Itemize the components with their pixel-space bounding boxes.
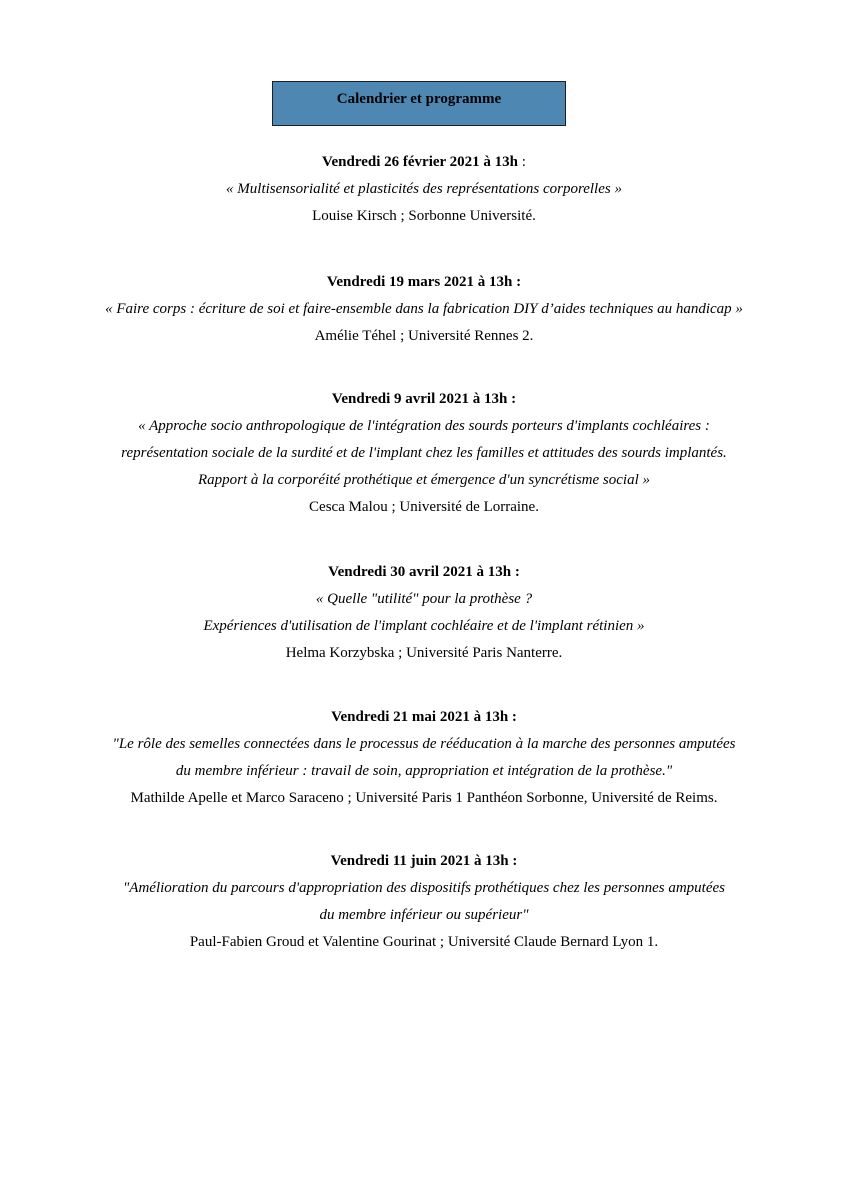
talk-title-line: représentation sociale de la surdité et de l'implant chez les familles et attitudes des sourds implantés. xyxy=(121,445,727,461)
talk-title-line: "Le rôle des semelles connectées dans le processus de rééducation à la marche des personnes amputées xyxy=(112,736,736,752)
talk-title-line: Rapport à la corporéité prothétique et émergence d'un syncrétisme social » xyxy=(198,472,650,488)
program-header-title: Calendrier et programme xyxy=(336,91,502,107)
talk-title-line: « Multisensorialité et plasticités des représentations corporelles » xyxy=(226,181,622,197)
session-date: Vendredi 21 mai 2021 à 13h : xyxy=(331,709,517,725)
session-speaker: Mathilde Apelle et Marco Saraceno ; Université Paris 1 Panthéon Sorbonne, Université de Reims. xyxy=(130,790,718,806)
talk-title-line: « Quelle "utilité" pour la prothèse ? xyxy=(315,591,533,607)
talk-title-line: « Approche socio anthropologique de l'intégration des sourds porteurs d'implants cochléaires : xyxy=(138,418,710,434)
session-1 xyxy=(0,149,848,230)
session-speaker: Louise Kirsch ; Sorbonne Université. xyxy=(312,208,536,224)
talk-title-line: du membre inférieur ou supérieur" xyxy=(319,907,529,923)
session-3 xyxy=(0,386,848,521)
session-5 xyxy=(0,704,848,812)
session-speaker: Paul-Fabien Groud et Valentine Gourinat ; Université Claude Bernard Lyon 1. xyxy=(189,934,659,950)
session-date-suffix: : xyxy=(518,154,526,170)
session-6 xyxy=(0,848,848,956)
session-date: Vendredi 19 mars 2021 à 13h : xyxy=(326,274,522,290)
talk-title-line: « Faire corps : écriture de soi et faire-ensemble dans la fabrication DIY d’aides techniques au handicap » xyxy=(105,301,743,317)
talk-title-line: Expériences d'utilisation de l'implant cochléaire et de l'implant rétinien » xyxy=(203,618,645,634)
session-date: Vendredi 11 juin 2021 à 13h : xyxy=(330,853,518,869)
session-speaker: Cesca Malou ; Université de Lorraine. xyxy=(309,499,539,515)
program-header-box xyxy=(272,81,566,126)
session-4 xyxy=(0,559,848,667)
session-2 xyxy=(0,269,848,350)
session-date: Vendredi 9 avril 2021 à 13h : xyxy=(331,391,517,407)
session-speaker: Helma Korzybska ; Université Paris Nanterre. xyxy=(285,645,563,661)
session-date: Vendredi 26 février 2021 à 13h xyxy=(322,154,519,170)
session-date: Vendredi 30 avril 2021 à 13h : xyxy=(328,564,520,580)
session-date-line xyxy=(0,149,848,176)
session-speaker: Amélie Téhel ; Université Rennes 2. xyxy=(314,328,534,344)
talk-title-line: du membre inférieur : travail de soin, appropriation et intégration de la prothèse." xyxy=(175,763,673,779)
talk-title-line: "Amélioration du parcours d'appropriation des dispositifs prothétiques chez les personnes amputées xyxy=(123,880,725,896)
